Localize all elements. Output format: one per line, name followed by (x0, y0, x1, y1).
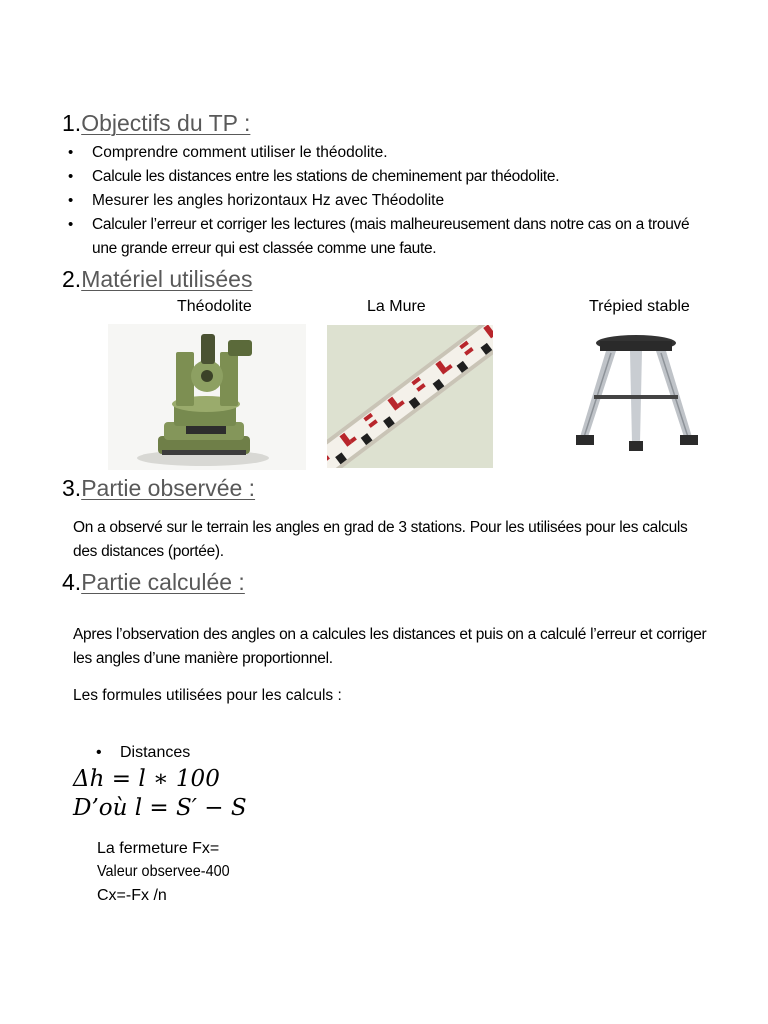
section-1-heading (62, 110, 250, 137)
caption-la-mure: La Mure (367, 298, 426, 315)
list-item: • Mesurer les angles horizontaux Hz avec Théodolite (66, 189, 716, 213)
list-item: • Calculer l’erreur et corriger les lectures (mais malheureusement dans notre cas on a trouvé une grande erreur qui est classée comme une faute. (66, 213, 716, 261)
section-2-heading (62, 266, 252, 293)
section-4-heading (62, 569, 245, 596)
observed-paragraph: On a observé sur le terrain les angles en grad de 3 stations. Pour les utilisées pour les calculs des distances (portée). (73, 519, 688, 560)
cx-line: Cx=-Fx /n (97, 887, 167, 904)
list-item: • Comprendre comment utiliser le théodolite. (66, 141, 716, 165)
section-1-title: Objectifs du TP : (81, 110, 251, 136)
section-4-title: Partie calculée : (81, 569, 245, 595)
caption-trepied: Trépied stable (589, 298, 690, 315)
formula-l: D’où l = S′ − S (73, 795, 247, 821)
la-mure-image (327, 325, 493, 468)
formulas-intro: Les formules utilisées pour les calculs : (73, 687, 342, 704)
section-3-heading (62, 475, 255, 502)
distances-label: Distances (120, 744, 191, 761)
section-3-number: 3. (62, 475, 82, 501)
calculated-paragraph: Apres l’observation des angles on a calcules les distances et puis on a calculé l’erreur et corriger les angles d’une manière proportionnel. (73, 626, 707, 667)
valeur-observee-line: Valeur observee-400 (97, 863, 230, 880)
caption-theodolite: Théodolite (177, 298, 252, 315)
section-4-number: 4. (62, 569, 82, 595)
fermeture-line: La fermeture Fx= (97, 840, 220, 857)
theodolite-image (108, 324, 306, 470)
section-1-number: 1. (62, 110, 82, 136)
formula-delta-h: Δh = l ∗ 100 (73, 766, 220, 792)
trepied-image (566, 325, 706, 471)
section-2-number: 2. (62, 266, 82, 292)
section-3-title: Partie observée : (81, 475, 256, 501)
objectives-list (66, 141, 716, 261)
list-item: • Calcule les distances entre les stations de cheminement par théodolite. (66, 165, 716, 189)
section-2-title: Matériel utilisées (81, 266, 253, 292)
